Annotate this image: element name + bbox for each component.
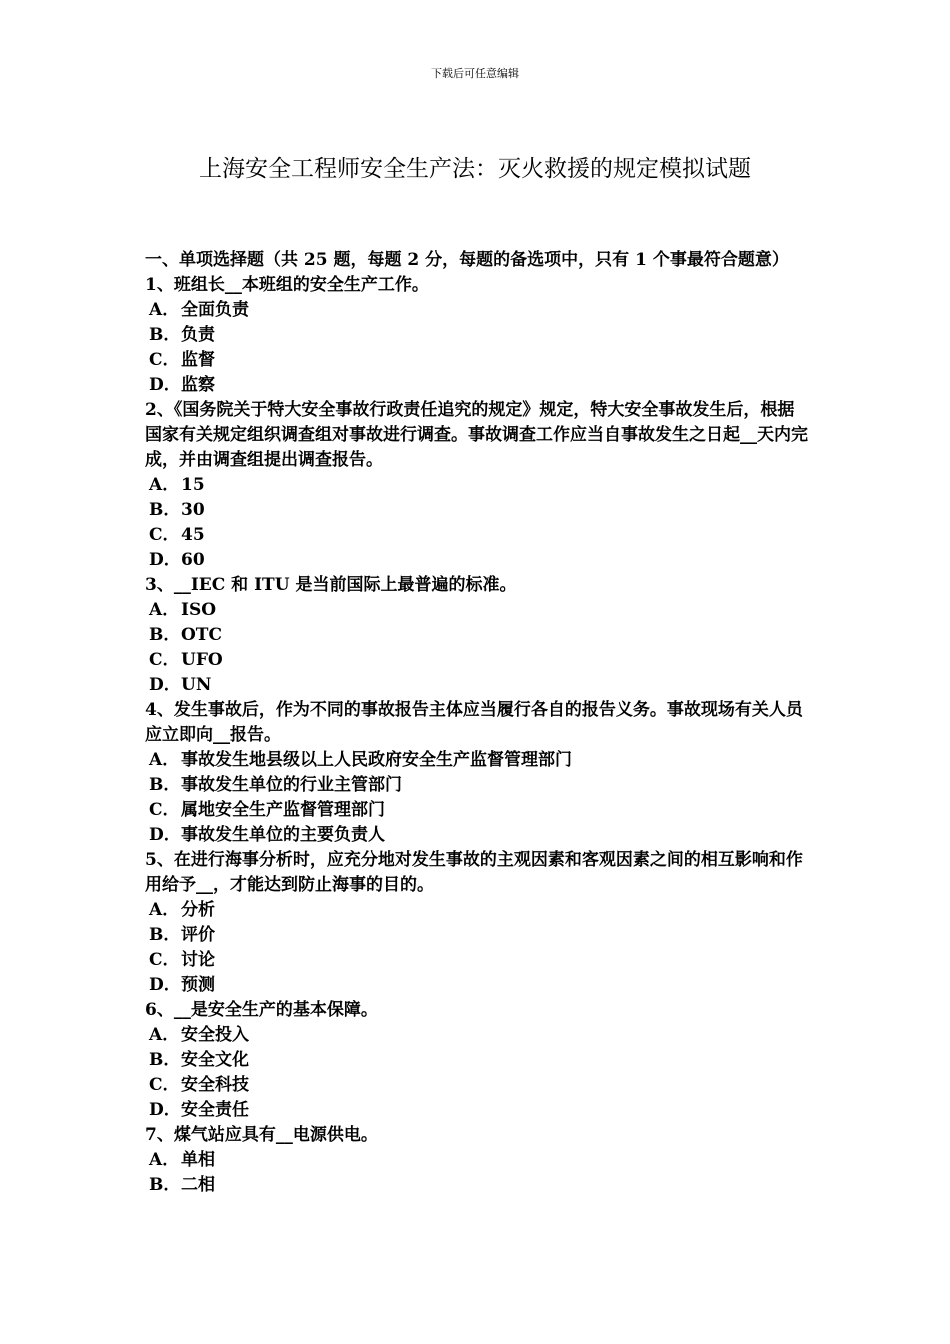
option-letter: B．	[149, 1050, 181, 1070]
option-letter: A．	[149, 475, 180, 495]
answer-option	[145, 298, 810, 323]
question-item	[145, 573, 810, 698]
answer-option	[145, 373, 810, 398]
option-text: 事故发生单位的主要负责人	[181, 825, 385, 845]
option-list	[145, 473, 810, 573]
question-item	[145, 998, 810, 1123]
option-letter: B．	[149, 325, 181, 345]
option-text: 45	[181, 525, 205, 545]
option-text: 安全投入	[181, 1025, 249, 1045]
option-list	[145, 298, 810, 398]
option-letter: C．	[149, 525, 180, 545]
answer-option	[145, 323, 810, 348]
option-list	[145, 598, 810, 698]
answer-option	[145, 748, 810, 773]
option-letter: D．	[149, 375, 181, 395]
option-letter: D．	[149, 825, 181, 845]
option-text: 事故发生地县级以上人民政府安全生产监督管理部门	[181, 750, 572, 770]
option-text: 分析	[181, 900, 215, 920]
question-item	[145, 398, 810, 573]
question-stem: 1、班组长__本班组的安全生产工作。	[145, 275, 429, 295]
option-text: 监察	[181, 375, 215, 395]
option-text: 安全文化	[181, 1050, 249, 1070]
option-text: 事故发生单位的行业主管部门	[181, 775, 402, 795]
option-text: 30	[181, 500, 205, 520]
question-stem: 5、在进行海事分析时，应充分地对发生事故的主观因素和客观因素之间的相互影响和作用给予__，才能达到防止海事的目的。	[145, 850, 803, 895]
answer-option	[145, 823, 810, 848]
option-letter: D．	[149, 550, 181, 570]
option-text: 全面负责	[181, 300, 249, 320]
section-heading: 一、单项选择题（共 25 题，每题 2 分，每题的备选项中，只有 1 个事最符合题意）	[145, 250, 789, 270]
option-letter: B．	[149, 925, 181, 945]
option-text: UFO	[181, 650, 223, 670]
answer-option	[145, 623, 810, 648]
option-text: 二相	[181, 1175, 215, 1195]
option-list	[145, 1023, 810, 1123]
option-text: ISO	[181, 600, 217, 620]
question-stem: 6、__是安全生产的基本保障。	[145, 1000, 378, 1020]
question-item	[145, 1123, 810, 1198]
option-letter: C．	[149, 1075, 180, 1095]
option-text: 讨论	[181, 950, 215, 970]
option-letter: A．	[149, 1150, 180, 1170]
document-body	[145, 248, 810, 1198]
option-letter: A．	[149, 750, 180, 770]
answer-option	[145, 898, 810, 923]
option-letter: D．	[149, 1100, 181, 1120]
option-text: 安全科技	[181, 1075, 249, 1095]
option-text: 监督	[181, 350, 215, 370]
option-letter: A．	[149, 600, 180, 620]
option-text: 15	[181, 475, 205, 495]
question-item	[145, 848, 810, 998]
answer-option	[145, 1148, 810, 1173]
option-letter: C．	[149, 650, 180, 670]
question-stem: 2、《国务院关于特大安全事故行政责任追究的规定》规定，特大安全事故发生后，根据国家有关规定组织调查组对事故进行调查。事故调查工作应当自事故发生之日起__天内完成，并由调查组提出调查报告。	[145, 400, 808, 470]
option-letter: B．	[149, 500, 181, 520]
option-letter: D．	[149, 975, 181, 995]
option-letter: A．	[149, 300, 180, 320]
answer-option	[145, 548, 810, 573]
answer-option	[145, 923, 810, 948]
option-list	[145, 898, 810, 998]
answer-option	[145, 1073, 810, 1098]
option-letter: C．	[149, 950, 180, 970]
answer-option	[145, 773, 810, 798]
option-text: UN	[181, 675, 212, 695]
question-stem: 7、煤气站应具有__电源供电。	[145, 1125, 378, 1145]
option-text: 60	[181, 550, 205, 570]
question-item	[145, 698, 810, 848]
option-text: 属地安全生产监督管理部门	[181, 800, 385, 820]
option-letter: A．	[149, 900, 180, 920]
option-text: 单相	[181, 1150, 215, 1170]
option-letter: D．	[149, 675, 181, 695]
option-list	[145, 1148, 810, 1198]
answer-option	[145, 948, 810, 973]
option-text: 安全责任	[181, 1100, 249, 1120]
option-letter: C．	[149, 350, 180, 370]
header-note: 下载后可任意编辑	[431, 67, 519, 80]
answer-option	[145, 1048, 810, 1073]
option-letter: B．	[149, 1175, 181, 1195]
question-stem: 4、发生事故后，作为不同的事故报告主体应当履行各自的报告义务。事故现场有关人员应立即向__报告。	[145, 700, 803, 745]
answer-option	[145, 498, 810, 523]
option-letter: B．	[149, 625, 181, 645]
answer-option	[145, 973, 810, 998]
question-list	[145, 273, 810, 1198]
option-letter: C．	[149, 800, 180, 820]
answer-option	[145, 1023, 810, 1048]
option-text: OTC	[181, 625, 222, 645]
answer-option	[145, 798, 810, 823]
option-text: 预测	[181, 975, 215, 995]
answer-option	[145, 523, 810, 548]
option-text: 负责	[181, 325, 215, 345]
answer-option	[145, 473, 810, 498]
option-letter: A．	[149, 1025, 180, 1045]
answer-option	[145, 348, 810, 373]
question-item	[145, 273, 810, 398]
option-letter: B．	[149, 775, 181, 795]
question-stem: 3、__IEC 和 ITU 是当前国际上最普遍的标准。	[145, 575, 517, 595]
option-list	[145, 748, 810, 848]
answer-option	[145, 673, 810, 698]
document-title: 上海安全工程师安全生产法：灭火救援的规定模拟试题	[199, 156, 751, 182]
option-text: 评价	[181, 925, 215, 945]
answer-option	[145, 1098, 810, 1123]
answer-option	[145, 1173, 810, 1198]
answer-option	[145, 648, 810, 673]
answer-option	[145, 598, 810, 623]
